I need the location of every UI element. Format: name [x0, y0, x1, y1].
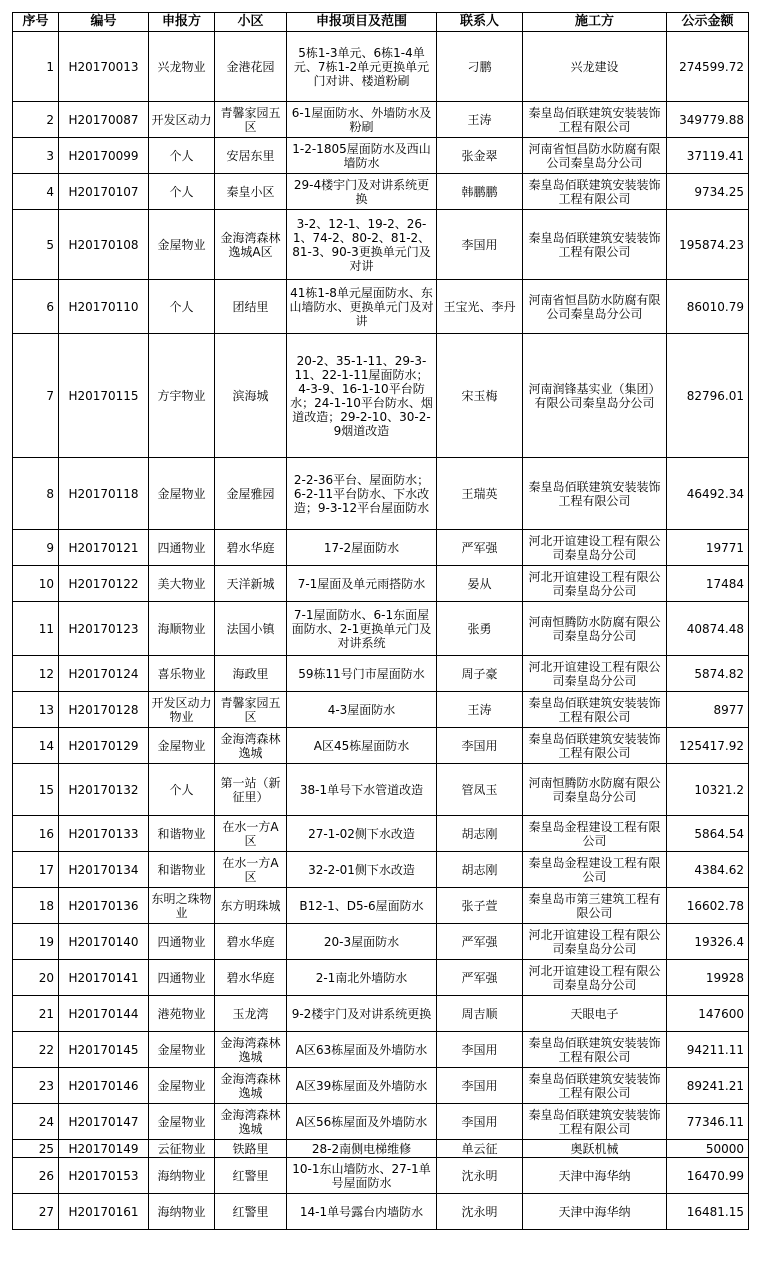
cell-no: 9	[13, 530, 59, 566]
table-row	[13, 816, 749, 852]
cell-community: 金海湾森林逸城	[215, 1068, 287, 1104]
cell-builder: 河北开谊建设工程有限公司秦皇岛分公司	[523, 924, 667, 960]
cell-amount: 195874.23	[667, 210, 749, 280]
table-row	[13, 888, 749, 924]
cell-amount: 86010.79	[667, 280, 749, 334]
cell-code: H20170141	[59, 960, 149, 996]
cell-amount: 8977	[667, 692, 749, 728]
cell-contact: 王涛	[437, 102, 523, 138]
cell-applicant: 美大物业	[149, 566, 215, 602]
cell-no: 22	[13, 1032, 59, 1068]
table-row	[13, 764, 749, 816]
cell-code: H20170121	[59, 530, 149, 566]
cell-no: 25	[13, 1140, 59, 1158]
cell-builder: 秦皇岛佰联建筑安装装饰工程有限公司	[523, 102, 667, 138]
cell-amount: 17484	[667, 566, 749, 602]
cell-project: 7-1屋面及单元雨搭防水	[287, 566, 437, 602]
cell-applicant: 四通物业	[149, 530, 215, 566]
cell-community: 天洋新城	[215, 566, 287, 602]
cell-builder: 秦皇岛佰联建筑安装装饰工程有限公司	[523, 174, 667, 210]
cell-contact: 周吉顺	[437, 996, 523, 1032]
cell-project: 2-1南北外墙防水	[287, 960, 437, 996]
cell-project: 29-4楼宇门及对讲系统更换	[287, 174, 437, 210]
cell-no: 12	[13, 656, 59, 692]
cell-code: H20170153	[59, 1158, 149, 1194]
cell-amount: 5874.82	[667, 656, 749, 692]
cell-contact: 严军强	[437, 924, 523, 960]
cell-code: H20170132	[59, 764, 149, 816]
table-row	[13, 1158, 749, 1194]
cell-applicant: 方宇物业	[149, 334, 215, 458]
cell-applicant: 金屋物业	[149, 1104, 215, 1140]
cell-contact: 李国用	[437, 210, 523, 280]
cell-no: 17	[13, 852, 59, 888]
announcement-table	[12, 12, 749, 1230]
table-row	[13, 174, 749, 210]
cell-project: 59栋11号门市屋面防水	[287, 656, 437, 692]
cell-amount: 16481.15	[667, 1194, 749, 1230]
table-row	[13, 138, 749, 174]
table-row	[13, 280, 749, 334]
cell-builder: 天眼电子	[523, 996, 667, 1032]
cell-no: 5	[13, 210, 59, 280]
cell-project: 28-2南侧电梯维修	[287, 1140, 437, 1158]
cell-no: 10	[13, 566, 59, 602]
cell-code: H20170149	[59, 1140, 149, 1158]
cell-code: H20170133	[59, 816, 149, 852]
cell-community: 铁路里	[215, 1140, 287, 1158]
cell-community: 在水一方A区	[215, 852, 287, 888]
cell-no: 19	[13, 924, 59, 960]
cell-applicant: 金屋物业	[149, 1032, 215, 1068]
cell-contact: 李国用	[437, 1104, 523, 1140]
cell-project: B12-1、D5-6屋面防水	[287, 888, 437, 924]
cell-builder: 河北开谊建设工程有限公司秦皇岛分公司	[523, 530, 667, 566]
cell-applicant: 兴龙物业	[149, 32, 215, 102]
cell-amount: 19771	[667, 530, 749, 566]
cell-community: 金港花园	[215, 32, 287, 102]
cell-no: 6	[13, 280, 59, 334]
cell-no: 2	[13, 102, 59, 138]
cell-code: H20170122	[59, 566, 149, 602]
cell-contact: 严军强	[437, 960, 523, 996]
cell-no: 26	[13, 1158, 59, 1194]
cell-code: H20170115	[59, 334, 149, 458]
cell-amount: 10321.2	[667, 764, 749, 816]
cell-no: 23	[13, 1068, 59, 1104]
cell-contact: 张子萱	[437, 888, 523, 924]
cell-project: 7-1屋面防水、6-1东面屋面防水、2-1更换单元门及对讲系统	[287, 602, 437, 656]
cell-builder: 河南恒腾防水防腐有限公司秦皇岛分公司	[523, 764, 667, 816]
table-row	[13, 458, 749, 530]
cell-applicant: 海顺物业	[149, 602, 215, 656]
table-row	[13, 334, 749, 458]
cell-builder: 秦皇岛佰联建筑安装装饰工程有限公司	[523, 692, 667, 728]
cell-code: H20170144	[59, 996, 149, 1032]
cell-code: H20170124	[59, 656, 149, 692]
cell-applicant: 金屋物业	[149, 728, 215, 764]
cell-builder: 河南省恒昌防水防腐有限公司秦皇岛分公司	[523, 138, 667, 174]
cell-builder: 河南省恒昌防水防腐有限公司秦皇岛分公司	[523, 280, 667, 334]
cell-amount: 19928	[667, 960, 749, 996]
cell-applicant: 东明之珠物业	[149, 888, 215, 924]
cell-code: H20170110	[59, 280, 149, 334]
cell-builder: 秦皇岛佰联建筑安装装饰工程有限公司	[523, 1068, 667, 1104]
header-row	[13, 13, 749, 32]
cell-contact: 胡志刚	[437, 852, 523, 888]
cell-project: 6-1屋面防水、外墙防水及粉刷	[287, 102, 437, 138]
cell-builder: 河北开谊建设工程有限公司秦皇岛分公司	[523, 566, 667, 602]
cell-amount: 125417.92	[667, 728, 749, 764]
cell-builder: 秦皇岛金程建设工程有限公司	[523, 816, 667, 852]
cell-community: 金屋雅园	[215, 458, 287, 530]
table-row	[13, 852, 749, 888]
cell-contact: 张金翠	[437, 138, 523, 174]
cell-code: H20170136	[59, 888, 149, 924]
cell-contact: 李国用	[437, 1032, 523, 1068]
cell-project: 17-2屋面防水	[287, 530, 437, 566]
cell-no: 11	[13, 602, 59, 656]
cell-builder: 秦皇岛金程建设工程有限公司	[523, 852, 667, 888]
cell-project: 32-2-01侧下水改造	[287, 852, 437, 888]
cell-contact: 王瑞英	[437, 458, 523, 530]
cell-builder: 河南润锋基实业（集团）有限公司秦皇岛分公司	[523, 334, 667, 458]
cell-community: 东方明珠城	[215, 888, 287, 924]
cell-applicant: 金屋物业	[149, 458, 215, 530]
header-code: 编号	[59, 13, 149, 32]
cell-code: H20170118	[59, 458, 149, 530]
cell-contact: 刁鹏	[437, 32, 523, 102]
cell-builder: 秦皇岛佰联建筑安装装饰工程有限公司	[523, 1032, 667, 1068]
cell-no: 21	[13, 996, 59, 1032]
cell-code: H20170128	[59, 692, 149, 728]
table-row	[13, 692, 749, 728]
cell-no: 20	[13, 960, 59, 996]
cell-code: H20170140	[59, 924, 149, 960]
cell-applicant: 和谐物业	[149, 852, 215, 888]
cell-code: H20170146	[59, 1068, 149, 1104]
header-community: 小区	[215, 13, 287, 32]
cell-builder: 秦皇岛佰联建筑安装装饰工程有限公司	[523, 210, 667, 280]
cell-applicant: 四通物业	[149, 960, 215, 996]
cell-no: 16	[13, 816, 59, 852]
header-amount: 公示金额	[667, 13, 749, 32]
cell-amount: 77346.11	[667, 1104, 749, 1140]
cell-project: 27-1-02侧下水改造	[287, 816, 437, 852]
cell-community: 红警里	[215, 1158, 287, 1194]
table-body	[13, 32, 749, 1230]
table-row	[13, 102, 749, 138]
cell-no: 24	[13, 1104, 59, 1140]
cell-code: H20170087	[59, 102, 149, 138]
cell-no: 4	[13, 174, 59, 210]
cell-community: 金海湾森林逸城A区	[215, 210, 287, 280]
cell-amount: 82796.01	[667, 334, 749, 458]
cell-code: H20170108	[59, 210, 149, 280]
cell-community: 安居东里	[215, 138, 287, 174]
cell-amount: 4384.62	[667, 852, 749, 888]
table-row	[13, 1068, 749, 1104]
cell-amount: 94211.11	[667, 1032, 749, 1068]
cell-applicant: 个人	[149, 138, 215, 174]
cell-code: H20170161	[59, 1194, 149, 1230]
cell-community: 滨海城	[215, 334, 287, 458]
cell-no: 15	[13, 764, 59, 816]
cell-contact: 沈永明	[437, 1194, 523, 1230]
cell-code: H20170147	[59, 1104, 149, 1140]
cell-contact: 韩鹏鹏	[437, 174, 523, 210]
cell-project: A区45栋屋面防水	[287, 728, 437, 764]
cell-applicant: 四通物业	[149, 924, 215, 960]
header-no: 序号	[13, 13, 59, 32]
cell-amount: 46492.34	[667, 458, 749, 530]
table-row	[13, 32, 749, 102]
cell-applicant: 个人	[149, 280, 215, 334]
cell-project: 3-2、12-1、19-2、26-1、74-2、80-2、81-2、81-3、90-3更换单元门及对讲	[287, 210, 437, 280]
cell-community: 碧水华庭	[215, 924, 287, 960]
table-row	[13, 1140, 749, 1158]
cell-applicant: 海纳物业	[149, 1194, 215, 1230]
cell-builder: 河南恒腾防水防腐有限公司秦皇岛分公司	[523, 602, 667, 656]
cell-amount: 16602.78	[667, 888, 749, 924]
cell-no: 13	[13, 692, 59, 728]
cell-community: 在水一方A区	[215, 816, 287, 852]
table-row	[13, 656, 749, 692]
table-row	[13, 960, 749, 996]
cell-community: 碧水华庭	[215, 530, 287, 566]
cell-builder: 河北开谊建设工程有限公司秦皇岛分公司	[523, 960, 667, 996]
cell-builder: 秦皇岛佰联建筑安装装饰工程有限公司	[523, 458, 667, 530]
cell-no: 3	[13, 138, 59, 174]
cell-applicant: 金屋物业	[149, 210, 215, 280]
cell-no: 1	[13, 32, 59, 102]
cell-code: H20170129	[59, 728, 149, 764]
cell-no: 14	[13, 728, 59, 764]
cell-community: 金海湾森林逸城	[215, 728, 287, 764]
cell-contact: 胡志刚	[437, 816, 523, 852]
cell-contact: 单云征	[437, 1140, 523, 1158]
cell-code: H20170123	[59, 602, 149, 656]
cell-contact: 严军强	[437, 530, 523, 566]
cell-no: 8	[13, 458, 59, 530]
table-row	[13, 1104, 749, 1140]
cell-project: 2-2-36平台、屋面防水；6-2-11平台防水、下水改造；9-3-12平台屋面防水	[287, 458, 437, 530]
table-row	[13, 1032, 749, 1068]
cell-contact: 王宝光、李丹	[437, 280, 523, 334]
table-row	[13, 530, 749, 566]
header-project: 申报项目及范围	[287, 13, 437, 32]
cell-project: 10-1东山墙防水、27-1单号屋面防水	[287, 1158, 437, 1194]
cell-no: 7	[13, 334, 59, 458]
cell-contact: 张勇	[437, 602, 523, 656]
cell-community: 秦皇小区	[215, 174, 287, 210]
cell-builder: 奥跃机械	[523, 1140, 667, 1158]
cell-project: 9-2楼宇门及对讲系统更换	[287, 996, 437, 1032]
cell-community: 金海湾森林逸城	[215, 1032, 287, 1068]
cell-contact: 沈永明	[437, 1158, 523, 1194]
cell-amount: 16470.99	[667, 1158, 749, 1194]
table-row	[13, 924, 749, 960]
cell-applicant: 喜乐物业	[149, 656, 215, 692]
cell-applicant: 开发区动力物业	[149, 692, 215, 728]
cell-applicant: 和谐物业	[149, 816, 215, 852]
cell-project: 1-2-1805屋面防水及西山墙防水	[287, 138, 437, 174]
cell-code: H20170013	[59, 32, 149, 102]
table-row	[13, 602, 749, 656]
cell-builder: 天津中海华纳	[523, 1194, 667, 1230]
cell-amount: 19326.4	[667, 924, 749, 960]
cell-builder: 秦皇岛佰联建筑安装装饰工程有限公司	[523, 1104, 667, 1140]
cell-code: H20170134	[59, 852, 149, 888]
cell-amount: 89241.21	[667, 1068, 749, 1104]
table-row	[13, 996, 749, 1032]
cell-contact: 周子豪	[437, 656, 523, 692]
cell-no: 27	[13, 1194, 59, 1230]
cell-applicant: 港苑物业	[149, 996, 215, 1032]
cell-amount: 37119.41	[667, 138, 749, 174]
cell-applicant: 云征物业	[149, 1140, 215, 1158]
cell-amount: 349779.88	[667, 102, 749, 138]
cell-amount: 50000	[667, 1140, 749, 1158]
cell-project: A区39栋屋面及外墙防水	[287, 1068, 437, 1104]
cell-community: 青馨家园五区	[215, 102, 287, 138]
table-row	[13, 566, 749, 602]
cell-project: 4-3屋面防水	[287, 692, 437, 728]
cell-applicant: 金屋物业	[149, 1068, 215, 1104]
header-builder: 施工方	[523, 13, 667, 32]
cell-amount: 40874.48	[667, 602, 749, 656]
cell-builder: 河北开谊建设工程有限公司秦皇岛分公司	[523, 656, 667, 692]
cell-community: 团结里	[215, 280, 287, 334]
cell-applicant: 海纳物业	[149, 1158, 215, 1194]
cell-community: 青馨家园五区	[215, 692, 287, 728]
cell-code: H20170099	[59, 138, 149, 174]
cell-contact: 李国用	[437, 728, 523, 764]
cell-community: 碧水华庭	[215, 960, 287, 996]
cell-community: 玉龙湾	[215, 996, 287, 1032]
cell-builder: 兴龙建设	[523, 32, 667, 102]
cell-builder: 秦皇岛佰联建筑安装装饰工程有限公司	[523, 728, 667, 764]
cell-code: H20170145	[59, 1032, 149, 1068]
cell-amount: 147600	[667, 996, 749, 1032]
header-contact: 联系人	[437, 13, 523, 32]
cell-community: 第一站（新征里）	[215, 764, 287, 816]
cell-project: 20-3屋面防水	[287, 924, 437, 960]
cell-project: 5栋1-3单元、6栋1-4单元、7栋1-2单元更换单元门对讲、楼道粉刷	[287, 32, 437, 102]
cell-applicant: 个人	[149, 174, 215, 210]
cell-community: 法国小镇	[215, 602, 287, 656]
cell-builder: 秦皇岛市第三建筑工程有限公司	[523, 888, 667, 924]
cell-community: 红警里	[215, 1194, 287, 1230]
cell-project: A区56栋屋面及外墙防水	[287, 1104, 437, 1140]
cell-community: 金海湾森林逸城	[215, 1104, 287, 1140]
cell-contact: 晏从	[437, 566, 523, 602]
cell-builder: 天津中海华纳	[523, 1158, 667, 1194]
cell-project: 41栋1-8单元屋面防水、东山墙防水、更换单元门及对讲	[287, 280, 437, 334]
cell-amount: 5864.54	[667, 816, 749, 852]
cell-project: 38-1单号下水管道改造	[287, 764, 437, 816]
cell-contact: 管凤玉	[437, 764, 523, 816]
header-applicant: 申报方	[149, 13, 215, 32]
cell-project: 20-2、35-1-11、29-3-11、22-1-11屋面防水；4-3-9、16-1-10平台防水；24-1-10平台防水、烟道改造；29-2-10、30-2-9烟道改造	[287, 334, 437, 458]
cell-community: 海政里	[215, 656, 287, 692]
cell-amount: 9734.25	[667, 174, 749, 210]
table-row	[13, 728, 749, 764]
table-row	[13, 1194, 749, 1230]
cell-contact: 宋玉梅	[437, 334, 523, 458]
cell-project: 14-1单号露台内墙防水	[287, 1194, 437, 1230]
cell-applicant: 开发区动力	[149, 102, 215, 138]
cell-project: A区63栋屋面及外墙防水	[287, 1032, 437, 1068]
table-row	[13, 210, 749, 280]
cell-applicant: 个人	[149, 764, 215, 816]
cell-amount: 274599.72	[667, 32, 749, 102]
cell-contact: 王涛	[437, 692, 523, 728]
cell-contact: 李国用	[437, 1068, 523, 1104]
cell-code: H20170107	[59, 174, 149, 210]
cell-no: 18	[13, 888, 59, 924]
